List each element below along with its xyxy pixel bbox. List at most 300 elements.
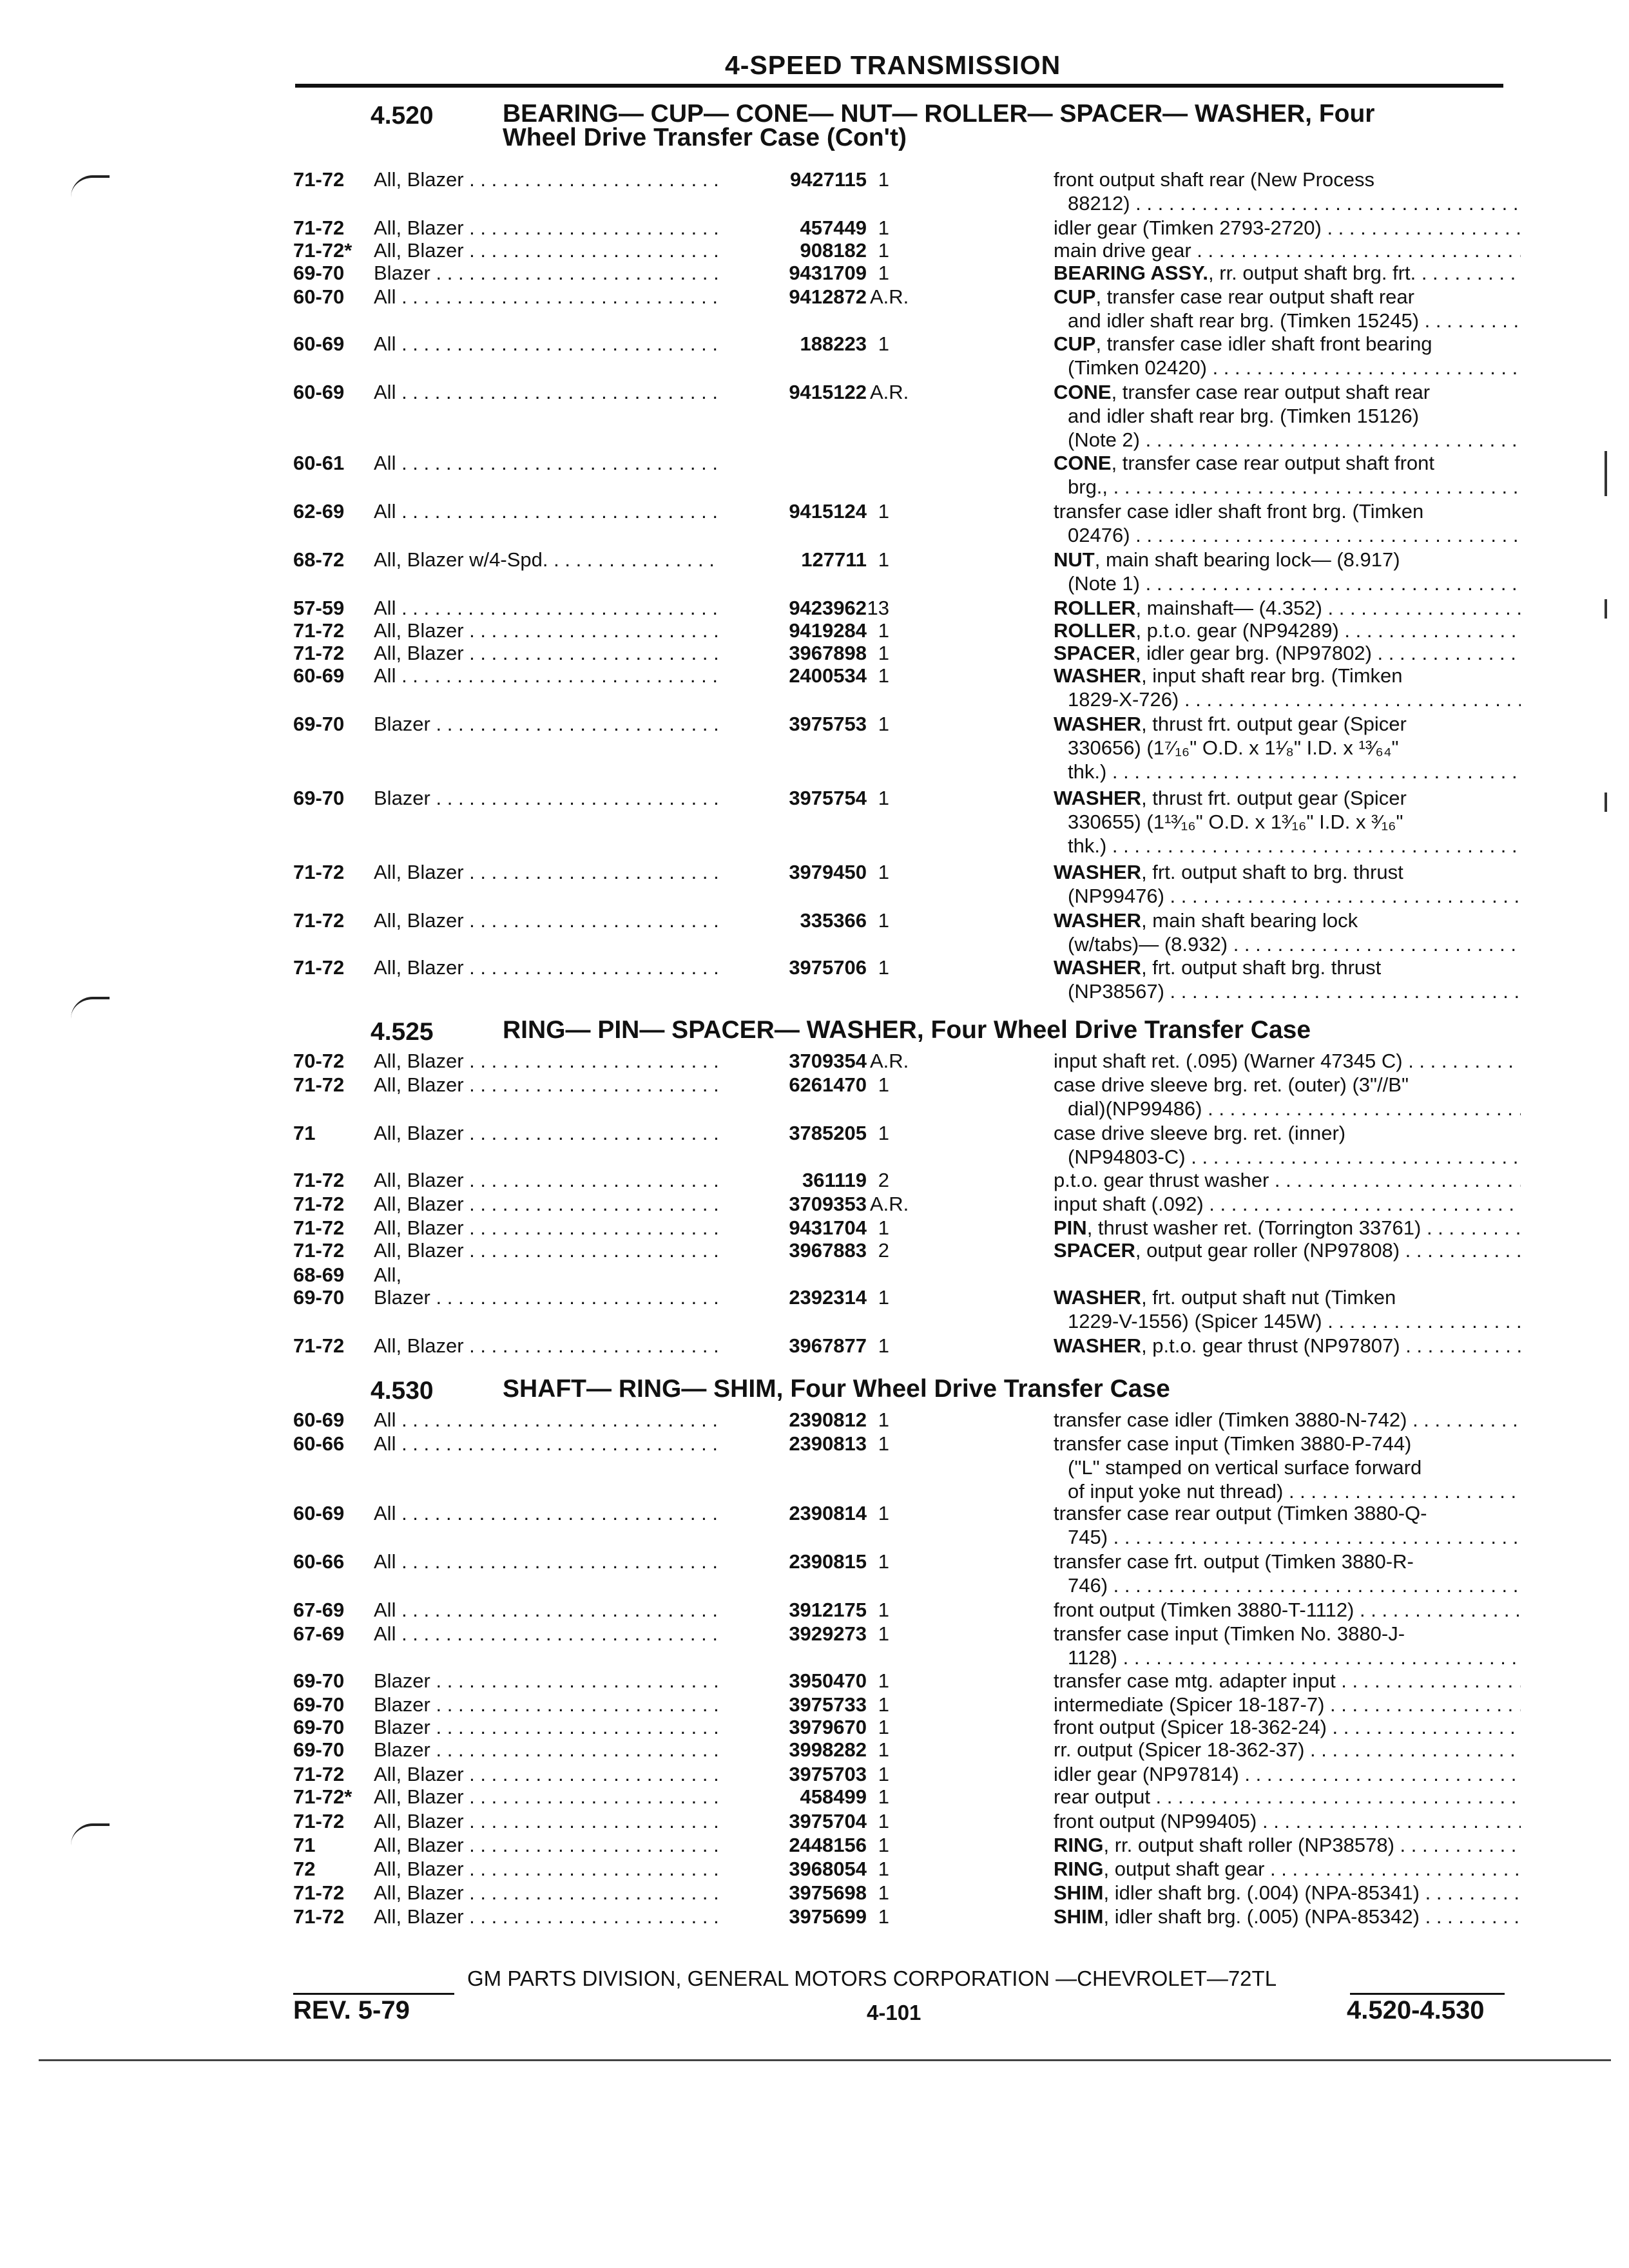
- description-text: , frt. output shaft brg. thrust: [1141, 956, 1382, 979]
- description-text: , idler shaft brg. (.005) (NPA-85342): [1103, 1905, 1420, 1928]
- quantity: 1: [878, 1432, 889, 1455]
- quantity: 13: [867, 597, 889, 619]
- model-application: All, Blazer . . .: [374, 1881, 718, 1905]
- part-number: 2390813: [789, 1432, 867, 1455]
- description-line: [1054, 548, 1521, 572]
- description-text: , idler shaft brg. (.004) (NPA-85341): [1103, 1881, 1420, 1904]
- description-text: , output shaft gear: [1103, 1858, 1265, 1880]
- revision-label: REV. 5-79: [293, 1996, 410, 2024]
- quantity: 1: [878, 1763, 889, 1785]
- description-text: , transfer case rear output shaft rear: [1095, 285, 1414, 308]
- description-line: [1054, 596, 1521, 620]
- part-description: [1054, 1669, 1521, 1693]
- part-number: 3967883: [789, 1239, 867, 1262]
- page-title: 4-SPEED TRANSMISSION: [725, 50, 1061, 80]
- edge-mark: [1605, 793, 1607, 812]
- quantity: A.R.: [870, 285, 909, 308]
- description-line: [1054, 786, 1521, 810]
- description-line: [1054, 1525, 1521, 1549]
- part-number: 3975698: [789, 1881, 867, 1904]
- model-application: All,: [374, 1264, 402, 1286]
- model-application: All, Blazer . . .: [374, 1216, 718, 1240]
- model-year: 60-69: [293, 664, 345, 687]
- model-application: All . . .: [374, 1432, 718, 1456]
- description-line: [1054, 285, 1521, 309]
- part-number: 335366: [800, 909, 867, 932]
- description-text: , thrust frt. output gear (Spicer: [1141, 787, 1407, 809]
- description-text: (NP94803-C): [1068, 1146, 1186, 1168]
- quantity: 2: [878, 1239, 889, 1262]
- part-number: 2392314: [789, 1286, 867, 1309]
- part-number: 3975753: [789, 713, 867, 735]
- part-keyword: NUT: [1054, 548, 1095, 571]
- description-text: rr. output (Spicer 18-362-37): [1054, 1738, 1305, 1761]
- description-text: main drive gear: [1054, 239, 1191, 262]
- part-description: [1054, 1168, 1521, 1192]
- model-application: All, Blazer . . .: [374, 908, 718, 932]
- model-year: 69-70: [293, 1693, 345, 1716]
- quantity: 1: [878, 1810, 889, 1832]
- description-text: brg.,: [1068, 476, 1108, 498]
- part-description: [1054, 1408, 1521, 1432]
- section-title: RING— PIN— SPACER— WASHER, Four Wheel Drive Transfer Case: [503, 1016, 1311, 1044]
- model-year: 71-72*: [293, 239, 352, 262]
- part-description: [1054, 1049, 1521, 1073]
- description-text: 1128): [1068, 1646, 1117, 1669]
- part-number: 3912175: [789, 1599, 867, 1621]
- description-line: [1054, 523, 1521, 547]
- description-text: , transfer case rear output shaft rear: [1111, 381, 1431, 403]
- model-year: 71-72: [293, 1239, 345, 1262]
- model-application: All . . .: [374, 285, 718, 309]
- part-description: [1054, 1762, 1521, 1786]
- model-application: All, Blazer . . .: [374, 1238, 718, 1262]
- model-year: 71-72: [293, 909, 345, 932]
- footer-division: GM PARTS DIVISION, GENERAL MOTORS CORPORATION —CHEVROLET—72TL: [467, 1966, 1277, 1990]
- description-text: intermediate (Spicer 18-187-7): [1054, 1693, 1325, 1716]
- section-number: 4.530: [371, 1377, 434, 1405]
- description-line: [1054, 1881, 1521, 1905]
- model-year: 69-70: [293, 1738, 345, 1761]
- part-keyword: SPACER: [1054, 642, 1135, 664]
- part-keyword: BEARING ASSY.: [1054, 262, 1209, 284]
- part-description: [1054, 1432, 1521, 1503]
- quantity: A.R.: [870, 1193, 909, 1215]
- description-text: case drive sleeve brg. ret. (inner): [1054, 1122, 1346, 1144]
- model-application: Blazer . . .: [374, 1285, 718, 1309]
- description-line: [1054, 1334, 1521, 1358]
- model-application: All, Blazer . . .: [374, 1192, 718, 1216]
- description-text: (NP38567): [1068, 980, 1164, 1003]
- part-description: [1054, 216, 1521, 240]
- description-line: [1054, 1501, 1521, 1525]
- part-number: 3979450: [789, 861, 867, 883]
- part-description: [1054, 1833, 1521, 1857]
- quantity: 1: [878, 1881, 889, 1904]
- description-line: [1054, 908, 1521, 932]
- model-year: 71-72: [293, 1810, 345, 1832]
- part-keyword: WASHER: [1054, 787, 1142, 809]
- part-description: [1054, 499, 1521, 547]
- description-line: [1054, 687, 1521, 711]
- part-number: 9415122: [789, 381, 867, 403]
- model-application: All . . .: [374, 451, 718, 475]
- description-line: [1054, 238, 1521, 262]
- description-line: [1054, 1905, 1521, 1928]
- model-year: 60-61: [293, 452, 345, 474]
- model-application: All, Blazer . . .: [374, 860, 718, 884]
- model-year: 71-72: [293, 1905, 345, 1928]
- description-text: input shaft ret. (.095) (Warner 47345 C): [1054, 1050, 1403, 1072]
- part-number: 3967898: [789, 642, 867, 664]
- part-description: [1054, 1785, 1521, 1809]
- model-year: 72: [293, 1858, 316, 1880]
- model-year: 71-72: [293, 642, 345, 664]
- description-text: (NP99476): [1068, 885, 1164, 907]
- model-application: Blazer . . .: [374, 1693, 718, 1716]
- part-number: 9431704: [789, 1216, 867, 1239]
- description-text: , mainshaft— (4.352): [1135, 597, 1322, 619]
- description-line: [1054, 1715, 1521, 1739]
- model-application: All, Blazer . . .: [374, 1049, 718, 1073]
- part-number: 9423962: [789, 597, 867, 619]
- part-keyword: SPACER: [1054, 1239, 1135, 1262]
- part-number: 6261470: [789, 1073, 867, 1096]
- quantity: 1: [878, 861, 889, 883]
- quantity: A.R.: [870, 1050, 909, 1072]
- description-line: [1054, 572, 1521, 595]
- description-text: transfer case frt. output (Timken 3880-R-: [1054, 1550, 1414, 1573]
- part-keyword: WASHER: [1054, 713, 1142, 735]
- part-description: [1054, 1192, 1521, 1216]
- model-application: All, Blazer . . .: [374, 1833, 718, 1857]
- description-text: , frt. output shaft to brg. thrust: [1141, 861, 1403, 883]
- header-rule: [295, 84, 1503, 88]
- description-line: [1054, 1550, 1521, 1573]
- part-number: 3979670: [789, 1716, 867, 1738]
- part-number: 9419284: [789, 619, 867, 642]
- model-year: 71-72: [293, 1334, 345, 1357]
- part-keyword: SHIM: [1054, 1881, 1104, 1904]
- description-text: (Note 2): [1068, 428, 1140, 451]
- description-line: [1054, 380, 1521, 404]
- description-text: thk.): [1068, 760, 1107, 783]
- quantity: 1: [878, 1738, 889, 1761]
- description-text: dial)(NP99486): [1068, 1097, 1202, 1120]
- model-year: 60-69: [293, 332, 345, 355]
- part-keyword: WASHER: [1054, 861, 1142, 883]
- part-description: [1054, 451, 1521, 499]
- part-description: [1054, 956, 1521, 1003]
- description-line: [1054, 499, 1521, 523]
- model-application: All . . .: [374, 1408, 718, 1432]
- description-text: transfer case idler (Timken 3880-N-742): [1054, 1408, 1407, 1431]
- model-year: 71-72*: [293, 1785, 352, 1808]
- model-application: All, Blazer . . .: [374, 238, 718, 262]
- description-line: [1054, 451, 1521, 475]
- description-text: , main shaft bearing lock— (8.917): [1094, 548, 1400, 571]
- description-line: [1054, 1646, 1521, 1669]
- quantity: 1: [878, 1502, 889, 1524]
- part-number: 2400534: [789, 664, 867, 687]
- description-text: 88212): [1068, 192, 1130, 215]
- quantity: 1: [878, 787, 889, 809]
- description-line: [1054, 1408, 1521, 1432]
- description-text: (w/tabs)— (8.932): [1068, 933, 1228, 956]
- model-year: 71: [293, 1834, 316, 1856]
- description-text: front output (Spicer 18-362-24): [1054, 1716, 1327, 1738]
- quantity: 1: [878, 1669, 889, 1692]
- description-text: , input shaft rear brg. (Timken: [1141, 664, 1403, 687]
- model-year: 71-72: [293, 1193, 345, 1215]
- model-application: All . . .: [374, 1598, 718, 1622]
- description-text: front output (NP99405): [1054, 1810, 1257, 1832]
- description-line: [1054, 1809, 1521, 1833]
- quantity: 2: [878, 1169, 889, 1191]
- quantity: 1: [878, 1716, 889, 1738]
- description-line: [1054, 1622, 1521, 1646]
- part-description: [1054, 1216, 1521, 1240]
- description-line: [1054, 216, 1521, 240]
- part-keyword: WASHER: [1054, 956, 1142, 979]
- description-line: [1054, 191, 1521, 215]
- part-number: 3785205: [789, 1122, 867, 1144]
- quantity: 1: [878, 956, 889, 979]
- part-description: [1054, 1809, 1521, 1833]
- description-text: 745): [1068, 1526, 1108, 1548]
- part-number: 3975733: [789, 1693, 867, 1716]
- model-application: All, Blazer . . .: [374, 168, 718, 191]
- description-text: ("L" stamped on vertical surface forward: [1068, 1456, 1422, 1479]
- part-description: [1054, 908, 1521, 956]
- description-text: , transfer case rear output shaft front: [1111, 452, 1434, 474]
- description-text: , thrust frt. output gear (Spicer: [1141, 713, 1407, 735]
- model-application: All, Blazer . . .: [374, 619, 718, 642]
- description-line: [1054, 1762, 1521, 1786]
- part-keyword: PIN: [1054, 1216, 1087, 1239]
- description-text: rear output: [1054, 1785, 1150, 1808]
- description-line: [1054, 1669, 1521, 1693]
- part-description: [1054, 1622, 1521, 1669]
- quantity: 1: [878, 1693, 889, 1716]
- part-description: [1054, 786, 1521, 858]
- part-number: 3709354: [789, 1050, 867, 1072]
- description-line: [1054, 834, 1521, 858]
- description-line: [1054, 1145, 1521, 1169]
- part-keyword: CONE: [1054, 452, 1112, 474]
- description-line: [1054, 1785, 1521, 1809]
- part-description: [1054, 1073, 1521, 1120]
- description-text: of input yoke nut thread): [1068, 1480, 1284, 1503]
- description-text: 330656) (1⁷⁄₁₆" O.D. x 1¹⁄₈" I.D. x ¹³⁄₆₄": [1068, 736, 1399, 759]
- description-text: transfer case idler shaft front brg. (Timken: [1054, 500, 1424, 523]
- description-text: 1829-X-726): [1068, 688, 1179, 711]
- section-number: 4.525: [371, 1018, 434, 1046]
- model-year: 69-70: [293, 1286, 345, 1309]
- footer-rule: [1350, 1993, 1505, 1995]
- quantity: 1: [878, 1858, 889, 1880]
- part-number: 2390812: [789, 1408, 867, 1431]
- model-application: All, Blazer . . .: [374, 1121, 718, 1145]
- part-description: [1054, 1334, 1521, 1358]
- model-year: 69-70: [293, 1669, 345, 1692]
- description-text: and idler shaft rear brg. (Timken 15245): [1068, 309, 1420, 332]
- part-keyword: CUP: [1054, 285, 1096, 308]
- description-line: [1054, 428, 1521, 452]
- part-number: 3967877: [789, 1334, 867, 1357]
- model-application: All . . .: [374, 1501, 718, 1525]
- part-keyword: SHIM: [1054, 1905, 1104, 1928]
- model-year: 71-72: [293, 1763, 345, 1785]
- model-application: All, Blazer . . .: [374, 1905, 718, 1928]
- model-application: Blazer . . .: [374, 786, 718, 810]
- description-text: , rr. output shaft roller (NP38578): [1103, 1834, 1394, 1856]
- description-line: [1054, 1121, 1521, 1145]
- description-text: front output shaft rear (New Process: [1054, 168, 1374, 191]
- quantity: 1: [878, 1905, 889, 1928]
- quantity: 1: [878, 548, 889, 571]
- quantity: 1: [878, 168, 889, 191]
- part-description: [1054, 332, 1521, 380]
- quantity: 1: [878, 1334, 889, 1357]
- description-text: 746): [1068, 1574, 1108, 1597]
- part-description: [1054, 1881, 1521, 1905]
- part-number: 908182: [800, 239, 867, 262]
- model-year: 71-72: [293, 1881, 345, 1904]
- part-description: [1054, 1738, 1521, 1762]
- part-number: 361119: [802, 1169, 867, 1191]
- model-year: 67-69: [293, 1622, 345, 1645]
- description-line: [1054, 1097, 1521, 1120]
- description-text: p.t.o. gear thrust washer: [1054, 1169, 1269, 1191]
- description-line: [1054, 956, 1521, 979]
- description-text: (Timken 02420): [1068, 356, 1207, 379]
- quantity: 1: [878, 1286, 889, 1309]
- quantity: 1: [878, 1122, 889, 1144]
- quantity: 1: [878, 262, 889, 284]
- model-application: All, Blazer . . .: [374, 1785, 718, 1809]
- part-description: [1054, 1905, 1521, 1928]
- model-year: 71-72: [293, 1073, 345, 1096]
- model-application: All, Blazer . . .: [374, 956, 718, 979]
- part-number: 3975706: [789, 956, 867, 979]
- description-text: , transfer case idler shaft front bearing: [1095, 332, 1432, 355]
- model-year: 71-72: [293, 956, 345, 979]
- model-year: 60-69: [293, 1502, 345, 1524]
- model-year: 60-66: [293, 1550, 345, 1573]
- model-year: 60-69: [293, 381, 345, 403]
- part-keyword: WASHER: [1054, 909, 1142, 932]
- description-line: [1054, 168, 1521, 191]
- description-line: [1054, 760, 1521, 783]
- edge-mark: [1605, 451, 1607, 496]
- margin-punch-mark: [71, 1823, 110, 1845]
- model-application: All, Blazer . . .: [374, 1809, 718, 1833]
- description-line: [1054, 404, 1521, 428]
- description-line: [1054, 641, 1521, 665]
- description-line: [1054, 356, 1521, 380]
- description-text: , main shaft bearing lock: [1141, 909, 1358, 932]
- model-application: Blazer . . .: [374, 1669, 718, 1693]
- description-text: (Note 1): [1068, 572, 1140, 595]
- description-line: [1054, 1238, 1521, 1262]
- quantity: 1: [878, 909, 889, 932]
- part-description: [1054, 860, 1521, 908]
- model-year: 71-72: [293, 1216, 345, 1239]
- model-application: Blazer . . .: [374, 1715, 718, 1739]
- quantity: 1: [878, 1785, 889, 1808]
- description-line: [1054, 810, 1521, 834]
- section-range: 4.520-4.530: [1347, 1996, 1485, 2024]
- part-description: [1054, 548, 1521, 595]
- footer-rule: [293, 1993, 454, 1995]
- part-description: [1054, 238, 1521, 262]
- description-line: [1054, 309, 1521, 332]
- part-description: [1054, 285, 1521, 332]
- description-text: 1229-V-1556) (Spicer 145W): [1068, 1310, 1322, 1332]
- description-line: [1054, 1049, 1521, 1073]
- model-application: Blazer . . .: [374, 1738, 718, 1762]
- quantity: 1: [878, 1216, 889, 1239]
- margin-punch-mark: [71, 997, 110, 1019]
- description-text: idler gear (Timken 2793-2720): [1054, 216, 1322, 239]
- model-application: All, Blazer . . .: [374, 1168, 718, 1192]
- description-line: [1054, 332, 1521, 356]
- description-text: , p.t.o. gear thrust (NP97807): [1141, 1334, 1400, 1357]
- description-text: input shaft (.092): [1054, 1193, 1204, 1215]
- model-year: 71-72: [293, 619, 345, 642]
- part-number: 188223: [800, 332, 867, 355]
- part-description: [1054, 1857, 1521, 1881]
- part-keyword: RING: [1054, 1858, 1104, 1880]
- part-description: [1054, 664, 1521, 711]
- description-line: [1054, 860, 1521, 884]
- section-title-continued: Wheel Drive Transfer Case (Con't): [503, 124, 907, 151]
- description-line: [1054, 1432, 1521, 1456]
- part-description: [1054, 1550, 1521, 1597]
- description-text: 02476): [1068, 524, 1130, 546]
- part-number: 9412872: [789, 285, 867, 308]
- part-keyword: WASHER: [1054, 664, 1142, 687]
- quantity: 1: [878, 642, 889, 664]
- model-application: All, Blazer . . .: [374, 216, 718, 240]
- model-application: All, Blazer . . .: [374, 1073, 718, 1097]
- model-year: 71-72: [293, 168, 345, 191]
- description-line: [1054, 664, 1521, 687]
- model-year: 69-70: [293, 713, 345, 735]
- description-line: [1054, 1192, 1521, 1216]
- model-year: 70-72: [293, 1050, 345, 1072]
- model-year: 60-69: [293, 1408, 345, 1431]
- description-line: [1054, 932, 1521, 956]
- model-year: 71-72: [293, 1169, 345, 1191]
- section-title: BEARING— CUP— CONE— NUT— ROLLER— SPACER— WASHER, Four: [503, 100, 1375, 128]
- model-application: All, Blazer . . .: [374, 1334, 718, 1358]
- model-year: 68-69: [293, 1264, 345, 1286]
- description-text: transfer case input (Timken No. 3880-J-: [1054, 1622, 1405, 1645]
- description-text: , frt. output shaft nut (Timken: [1141, 1286, 1396, 1309]
- description-text: transfer case input (Timken 3880-P-744): [1054, 1432, 1412, 1455]
- part-number: 3975703: [789, 1763, 867, 1785]
- model-year: 62-69: [293, 500, 345, 523]
- model-application: All, Blazer w/4-Spd. . . .: [374, 548, 718, 572]
- margin-punch-mark: [71, 175, 110, 197]
- model-application: All, Blazer . . .: [374, 1857, 718, 1881]
- part-description: [1054, 641, 1521, 665]
- description-line: [1054, 884, 1521, 908]
- model-application: All . . .: [374, 1622, 718, 1646]
- description-line: [1054, 979, 1521, 1003]
